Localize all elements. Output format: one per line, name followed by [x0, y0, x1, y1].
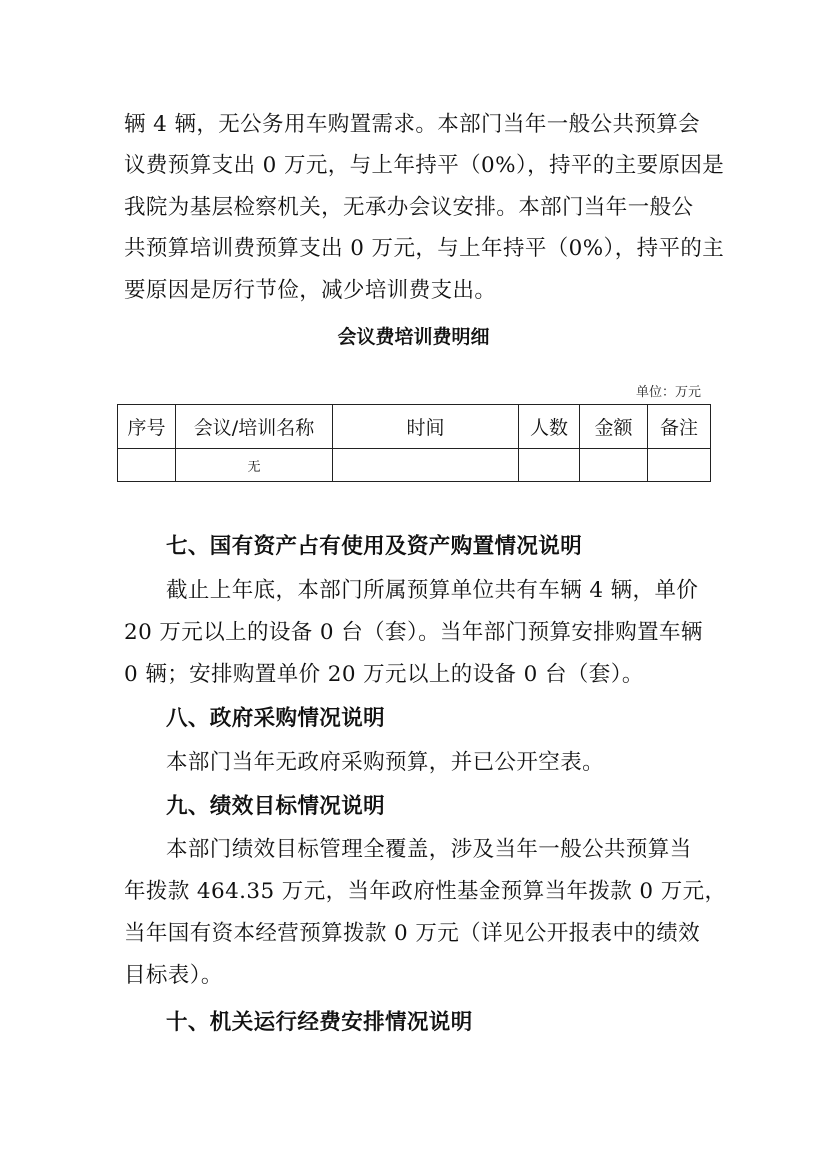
- table-row: [118, 449, 711, 482]
- section-heading: 八、政府采购情况说明: [166, 706, 386, 731]
- section-heading: 九、绩效目标情况说明: [166, 794, 386, 819]
- table-title: 会议费培训费明细: [337, 326, 490, 348]
- paragraph-line: 0 辆；安排购置单价 20 万元以上的设备 0 台（套）。: [124, 662, 644, 687]
- column-header: 序号: [118, 405, 176, 449]
- table-cell: [333, 449, 519, 482]
- paragraph-line: 年拨款 464.35 万元，当年政府性基金预算当年拨款 0 万元，: [124, 879, 727, 904]
- paragraph-line: 本部门绩效目标管理全覆盖，涉及当年一般公共预算当: [166, 837, 692, 862]
- column-header: 人数: [519, 405, 580, 449]
- paragraph-line: 目标表）。: [124, 963, 223, 988]
- table-cell: [648, 449, 711, 482]
- paragraph-line: 共预算培训费预算支出 0 万元，与上年持平（0%），持平的主: [124, 236, 725, 261]
- column-header: 备注: [648, 405, 711, 449]
- paragraph-line: 20 万元以上的设备 0 台（套）。当年部门预算安排购置车辆: [124, 620, 703, 645]
- section-heading: 十、机关运行经费安排情况说明: [166, 1010, 473, 1035]
- column-header: 时间: [333, 405, 519, 449]
- paragraph-line: 议费预算支出 0 万元，与上年持平（0%），持平的主要原因是: [124, 153, 725, 178]
- table-cell: [519, 449, 580, 482]
- paragraph-line: 当年国有资本经营预算拨款 0 万元（详见公开报表中的绩效: [124, 921, 701, 946]
- table-unit: 单位：万元: [635, 385, 701, 400]
- table-cell: [580, 449, 648, 482]
- paragraph-line: 我院为基层检察机关，无承办会议安排。本部门当年一般公: [124, 195, 694, 220]
- meeting-training-table: [117, 404, 711, 482]
- paragraph-line: 截止上年底，本部门所属预算单位共有车辆 4 辆，单价: [166, 578, 699, 603]
- paragraph-line: 辆 4 辆，无公务用车购置需求。本部门当年一般公共预算会: [124, 112, 701, 137]
- table-cell: 无: [176, 449, 333, 482]
- column-header: 金额: [580, 405, 648, 449]
- table-header-row: [118, 405, 711, 449]
- section-heading: 七、国有资产占有使用及资产购置情况说明: [166, 534, 583, 559]
- column-header: 会议/培训名称: [176, 405, 333, 449]
- table-cell: [118, 449, 176, 482]
- paragraph-line: 要原因是厉行节俭，减少培训费支出。: [124, 278, 497, 303]
- paragraph-line: 本部门当年无政府采购预算，并已公开空表。: [166, 750, 605, 775]
